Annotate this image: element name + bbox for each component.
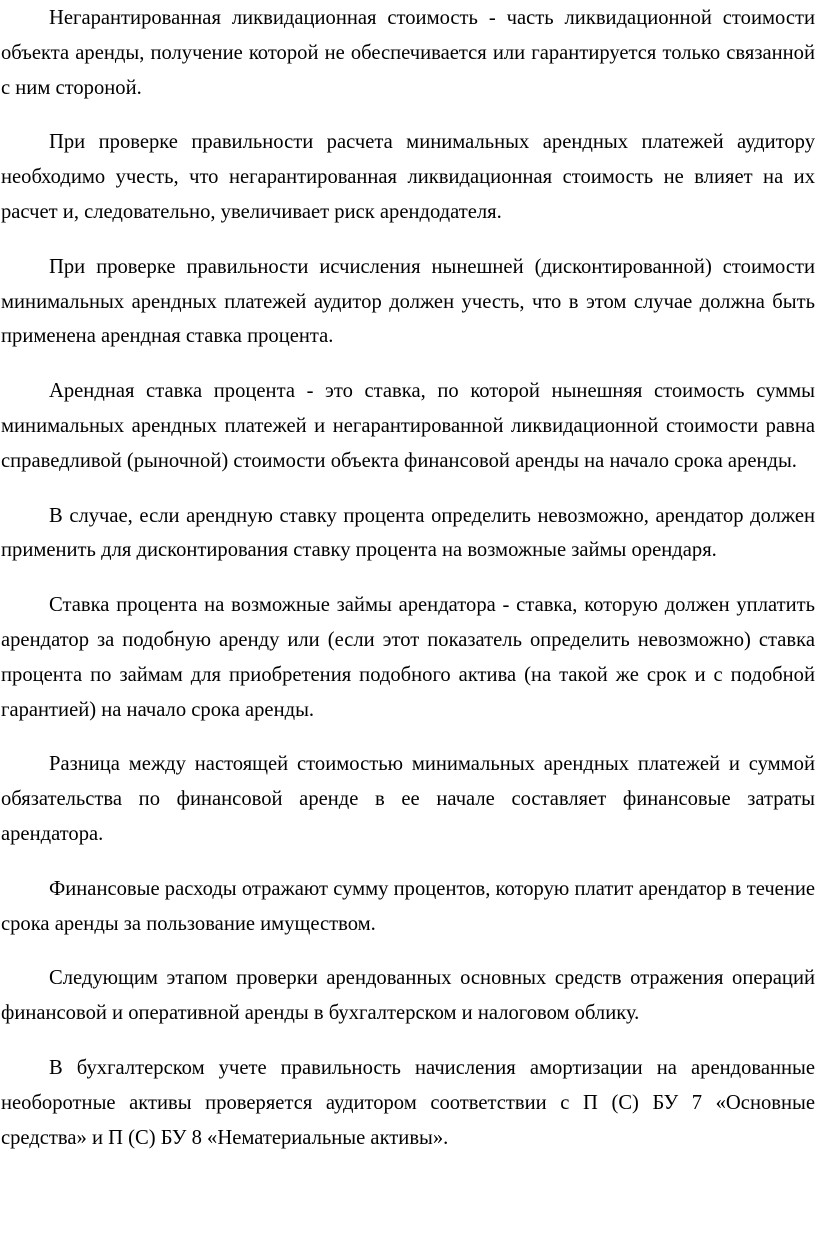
paragraph-3: При проверке правильности исчисления нынешней (дисконтированной) стоимости минимальных арендных платежей аудитор должен учесть, что в этом случае должна быть применена арендная ставка процента. xyxy=(1,255,815,348)
paragraph-8: Финансовые расходы отражают сумму процентов, которую платит арендатор в течение срока аренды за пользование имуществом. xyxy=(1,877,815,935)
paragraph-9: Следующим этапом проверки арендованных основных средств отражения операций финансовой и оперативной аренды в бухгалтерском и налоговом облику. xyxy=(1,967,815,1025)
paragraph-7: Разница между настоящей стоимостью минимальных арендных платежей и суммой обязательства по финансовой аренде в ее начале составляет финансовые затраты арендатора. xyxy=(1,753,815,845)
paragraph-1: Негарантированная ликвидационная стоимость - часть ликвидационной стоимости объекта аренды, получение которой не обеспечивается или гарантируется только связанной с ним стороной. xyxy=(1,7,815,99)
paragraph-4: Арендная ставка процента - это ставка, по которой нынешняя стоимость суммы минимальных арендных платежей и негарантированной ликвидационной стоимости равна справедливой (рыночной) стоимости объекта финансовой аренды на начало срока аренды. xyxy=(1,380,815,472)
paragraph-2: При проверке правильности расчета минимальных арендных платежей аудитору необходимо учесть, что негарантированная ликвидационная стоимость не влияет на их расчет и, следовательно, увеличивает риск арендодателя. xyxy=(1,131,815,223)
paragraph-10: В бухгалтерском учете правильность начисления амортизации на арендованные необоротные активы проверяется аудитором соответствии с П (С) БУ 7 «Основные средства» и П (С) БУ 8 «Нематериальные активы». xyxy=(1,1056,815,1149)
paragraph-6: Ставка процента на возможные займы арендатора - ставка, которую должен уплатить арендатор за подобную аренду или (если этот показатель определить невозможно) ставка процента по займам для приобретения подобного актива (на такой же срок и с подобной гарантией) на начало срока аренды. xyxy=(1,594,815,721)
paragraph-5: В случае, если арендную ставку процента определить невозможно, арендатор должен применить для дисконтирования ставку процента на возможные займы орендаря. xyxy=(1,504,815,562)
